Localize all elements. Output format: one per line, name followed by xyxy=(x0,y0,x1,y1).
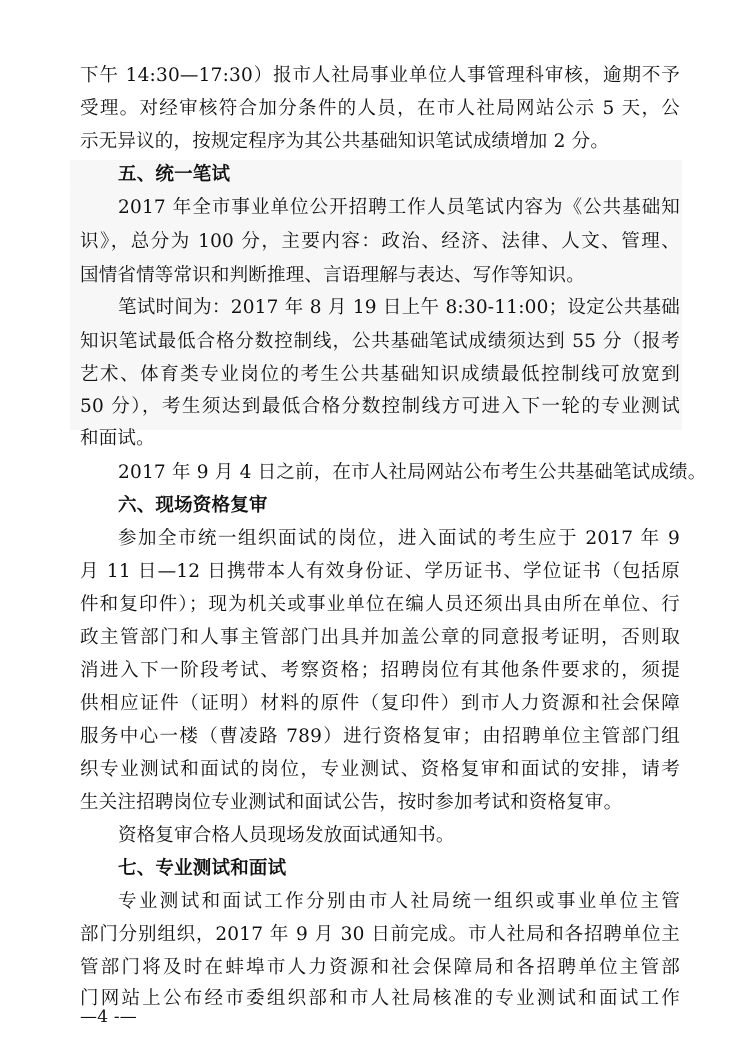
text-line: 笔试时间为：2017 年 8 月 19 日上午 8:30-11:00；设定公共基础 xyxy=(118,297,680,318)
text-line: 示无异议的，按规定程序为其公共基础知识笔试成绩增加 2 分。 xyxy=(80,131,610,152)
section-heading: 五、统一笔试 xyxy=(118,164,231,185)
text-line: 门网站上公布经市委组织部和市人社局核准的专业测试和面试工作 xyxy=(80,988,680,1009)
text-line: 管部门将及时在蚌埠市人力资源和社会保障局和各招聘单位主管部 xyxy=(80,957,680,978)
text-line: 艺术、体育类专业岗位的考生公共基础知识成绩最低控制线可放宽到 xyxy=(80,364,680,385)
text-line: 政主管部门和人事主管部门出具并加盖公章的同意报考证明，否则取 xyxy=(80,627,680,648)
text-line: 2017 年全市事业单位公开招聘工作人员笔试内容为《公共基础知 xyxy=(118,197,680,218)
text-line: 服务中心一楼（曹凌路 789）进行资格复审；由招聘单位主管部门组 xyxy=(80,726,680,747)
section-heading: 七、专业测试和面试 xyxy=(118,858,287,879)
page-number: —4 -— xyxy=(80,1007,137,1027)
text-line: 部门分别组织，2017 年 9 月 30 日前完成。市人社局和各招聘单位主 xyxy=(80,924,680,945)
text-line: 消进入下一阶段考试、考察资格；招聘岗位有其他条件要求的，须提 xyxy=(80,660,680,681)
text-line: 件和复印件）；现为机关或事业单位在编人员还须出具由所在单位、行 xyxy=(80,594,680,615)
text-line: 专业测试和面试工作分别由市人社局统一组织或事业单位主管 xyxy=(118,891,680,912)
text-line: 资格复审合格人员现场发放面试通知书。 xyxy=(118,825,455,846)
text-line: 生关注招聘岗位专业测试和面试公告，按时参加考试和资格复审。 xyxy=(80,792,623,813)
text-line: 织专业测试和面试的岗位，专业测试、资格复审和面试的安排，请考 xyxy=(80,759,680,780)
text-line: 国情省情等常识和判断推理、言语理解与表达、写作等知识。 xyxy=(80,265,585,286)
text-line: 和面试。 xyxy=(80,428,155,449)
text-line: 知识笔试最低合格分数控制线，公共基础笔试成绩须达到 55 分（报考 xyxy=(80,331,680,352)
text-line: 2017 年 9 月 4 日之前，在市人社局网站公布考生公共基础笔试成绩。 xyxy=(118,462,707,483)
text-line: 受理。对经审核符合加分条件的人员，在市人社局网站公示 5 天，公 xyxy=(80,98,680,119)
text-line: 月 11 日—12 日携带本人有效身份证、学历证书、学位证书（包括原 xyxy=(80,561,680,582)
text-line: 下午 14:30—17:30）报市人社局事业单位人事管理科审核，逾期不予 xyxy=(80,65,680,86)
text-line: 参加全市统一组织面试的岗位，进入面试的考生应于 2017 年 9 xyxy=(118,528,680,549)
text-line: 供相应证件（证明）材料的原件（复印件）到市人力资源和社会保障 xyxy=(80,693,680,714)
section-heading: 六、现场资格复审 xyxy=(118,495,268,516)
text-line: 识》，总分为 100 分，主要内容：政治、经济、法律、人文、管理、 xyxy=(80,231,680,252)
text-line: 50 分），考生须达到最低合格分数控制线方可进入下一轮的专业测试 xyxy=(80,396,680,417)
